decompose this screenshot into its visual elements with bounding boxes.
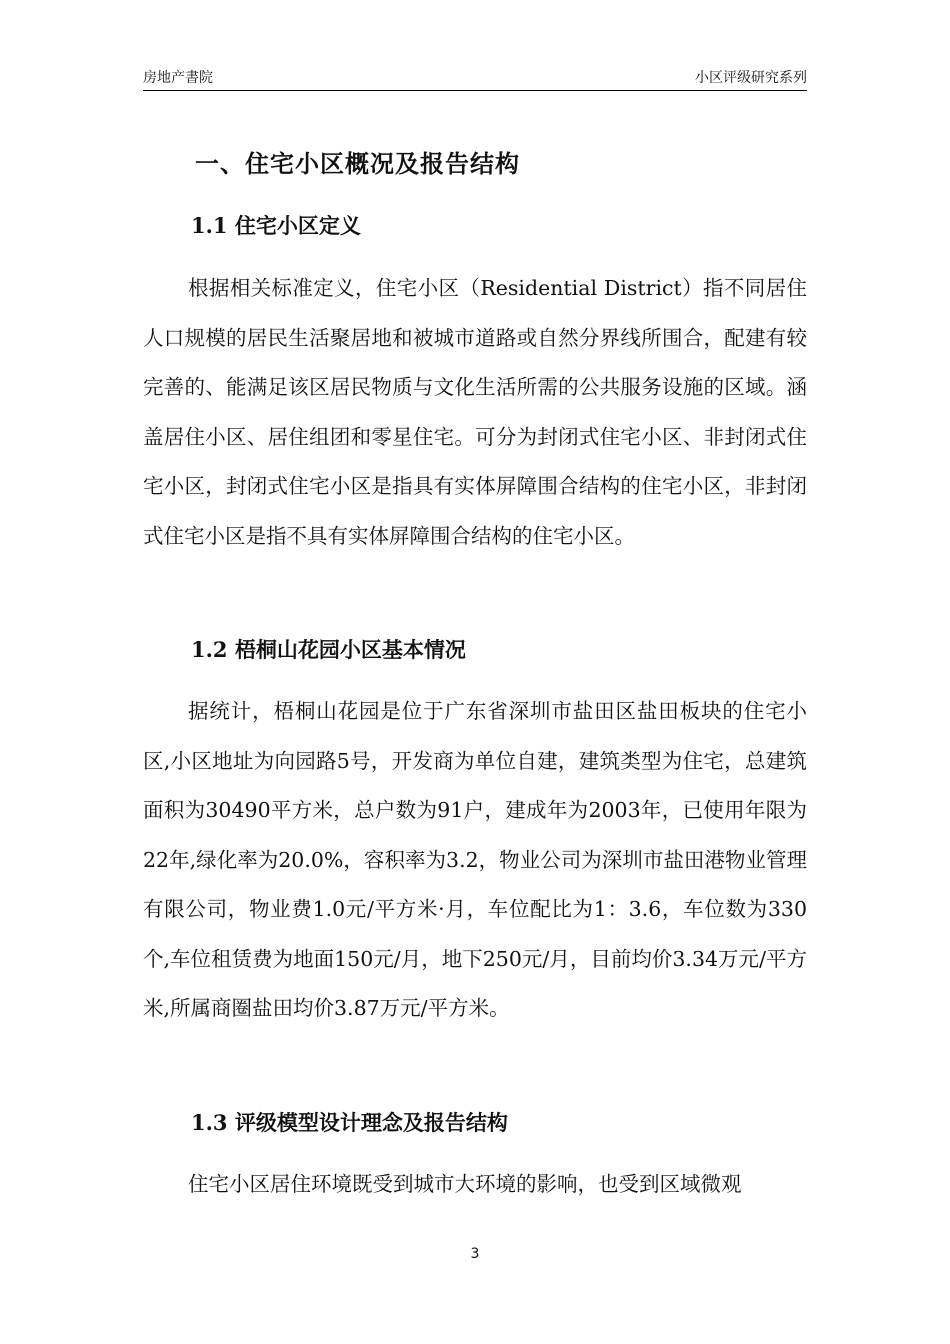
section-1-3-title: 1.3 评级模型设计理念及报告结构 <box>191 1110 508 1135</box>
section-1-2-title: 1.2 梧桐山花园小区基本情况 <box>191 637 466 662</box>
section-1-1-paragraph: 根据相关标准定义，住宅小区（Residential District）指不同居住人口规模的居民生活聚居地和被城市道路或自然分界线所围合，配建有较完善的、能满足该区居民物质与文化生活所需的公共服务设施的区域。涵盖居住小区、居住组团和零星住宅。可分为封闭式住宅小区、非封闭式住宅小区，封闭式住宅小区是指具有实体屏障围合结构的住宅小区，非封闭式住宅小区是指不具有实体屏障围合结构的住宅小区。 <box>143 276 807 548</box>
page-header <box>143 66 807 91</box>
section-1-2-paragraph: 据统计，梧桐山花园是位于广东省深圳市盐田区盐田板块的住宅小区,小区地址为向园路5号，开发商为单位自建，建筑类型为住宅，总建筑面积为30490平方米，总户数为91户，建成年为2003年，已使用年限为22年,绿化率为20.0%，容积率为3.2，物业公司为深圳市盐田港物业管理有限公司，物业费1.0元/平方米·月，车位配比为1：3.6，车位数为330个,车位租赁费为地面150元/月，地下250元/月，目前均价3.34万元/平方米,所属商圈盐田均价3.87万元/平方米。 <box>143 699 807 1020</box>
section-1-3-paragraph: 住宅小区居住环境既受到城市大环境的影响，也受到区域微观 <box>188 1172 742 1196</box>
chapter-title: 一、住宅小区概况及报告结构 <box>195 149 520 178</box>
page-number: 3 <box>470 1246 480 1262</box>
section-1-1-title: 1.1 住宅小区定义 <box>191 213 361 238</box>
header-series-title: 小区评级研究系列 <box>695 70 807 86</box>
header-publisher: 房地产書院 <box>143 70 213 86</box>
